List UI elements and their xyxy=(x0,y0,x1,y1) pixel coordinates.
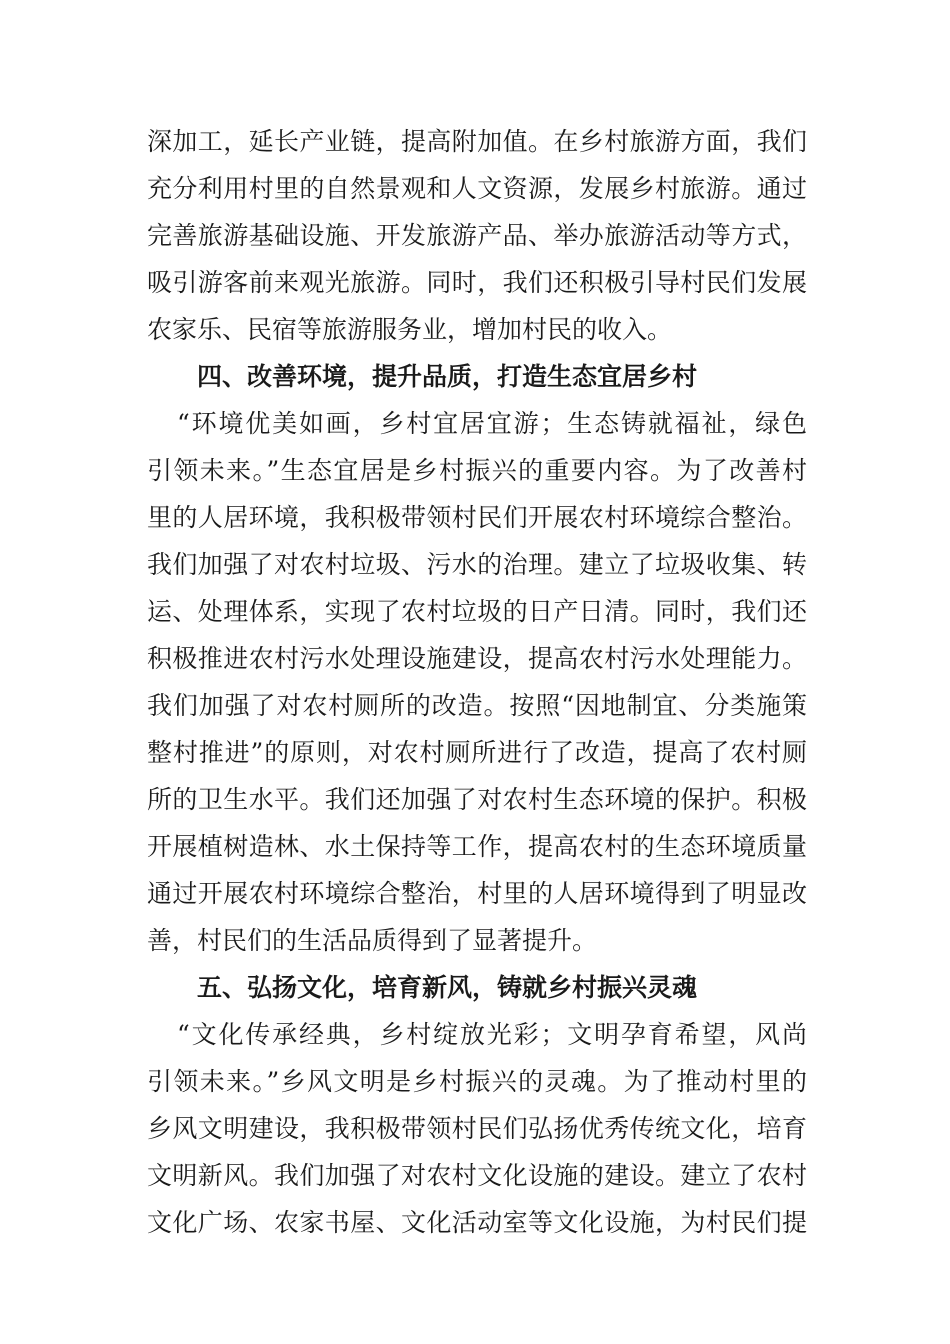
paragraph-line: 乡风文明建设，我积极带领村民们弘扬优秀传统文化，培育 xyxy=(147,1114,807,1143)
paragraph-line: 我们加强了对农村垃圾、污水的治理。建立了垃圾收集、转 xyxy=(147,550,807,579)
paragraph-line: 吸引游客前来观光旅游。同时，我们还积极引导村民们发展 xyxy=(147,268,807,297)
paragraph-line: 充分利用村里的自然景观和人文资源，发展乡村旅游。通过 xyxy=(147,174,807,203)
paragraph-line: 文明新风。我们加强了对农村文化设施的建设。建立了农村 xyxy=(147,1161,807,1190)
paragraph-line: 完善旅游基础设施、开发旅游产品、举办旅游活动等方式， xyxy=(147,221,807,250)
section-heading-4: 四、改善环境，提升品质，打造生态宜居乡村 xyxy=(197,362,698,391)
paragraph-line: 整村推进”的原则，对农村厕所进行了改造，提高了农村厕 xyxy=(147,738,807,767)
paragraph-line: 我们加强了对农村厕所的改造。按照“因地制宜、分类施策 xyxy=(147,691,807,720)
paragraph-line: 文化广场、农家书屋、文化活动室等文化设施，为村民们提 xyxy=(147,1208,807,1237)
paragraph-line: 积极推进农村污水处理设施建设，提高农村污水处理能力。 xyxy=(147,644,807,673)
paragraph-line: 善，村民们的生活品质得到了显著提升。 xyxy=(147,926,598,955)
paragraph-line: “文化传承经典，乡村绽放光彩；文明孕育希望，风尚 xyxy=(177,1020,807,1049)
paragraph-line: 通过开展农村环境综合整治，村里的人居环境得到了明显改 xyxy=(147,879,807,908)
paragraph-line: 运、处理体系，实现了农村垃圾的日产日清。同时，我们还 xyxy=(147,597,807,626)
paragraph-line: 所的卫生水平。我们还加强了对农村生态环境的保护。积极 xyxy=(147,785,807,814)
paragraph-line: 引领未来。”生态宜居是乡村振兴的重要内容。为了改善村 xyxy=(147,456,807,485)
paragraph-line: 农家乐、民宿等旅游服务业，增加村民的收入。 xyxy=(147,315,673,344)
paragraph-line: 深加工，延长产业链，提高附加值。在乡村旅游方面，我们 xyxy=(147,127,807,156)
document-body xyxy=(147,118,807,1246)
paragraph-line: 引领未来。”乡风文明是乡村振兴的灵魂。为了推动村里的 xyxy=(147,1067,807,1096)
paragraph-line: 里的人居环境，我积极带领村民们开展农村环境综合整治。 xyxy=(147,503,807,532)
paragraph-line: “环境优美如画，乡村宜居宜游；生态铸就福祉，绿色 xyxy=(177,409,807,438)
section-heading-5: 五、弘扬文化，培育新风，铸就乡村振兴灵魂 xyxy=(197,973,698,1002)
paragraph-line: 开展植树造林、水土保持等工作，提高农村的生态环境质量 xyxy=(147,832,807,861)
